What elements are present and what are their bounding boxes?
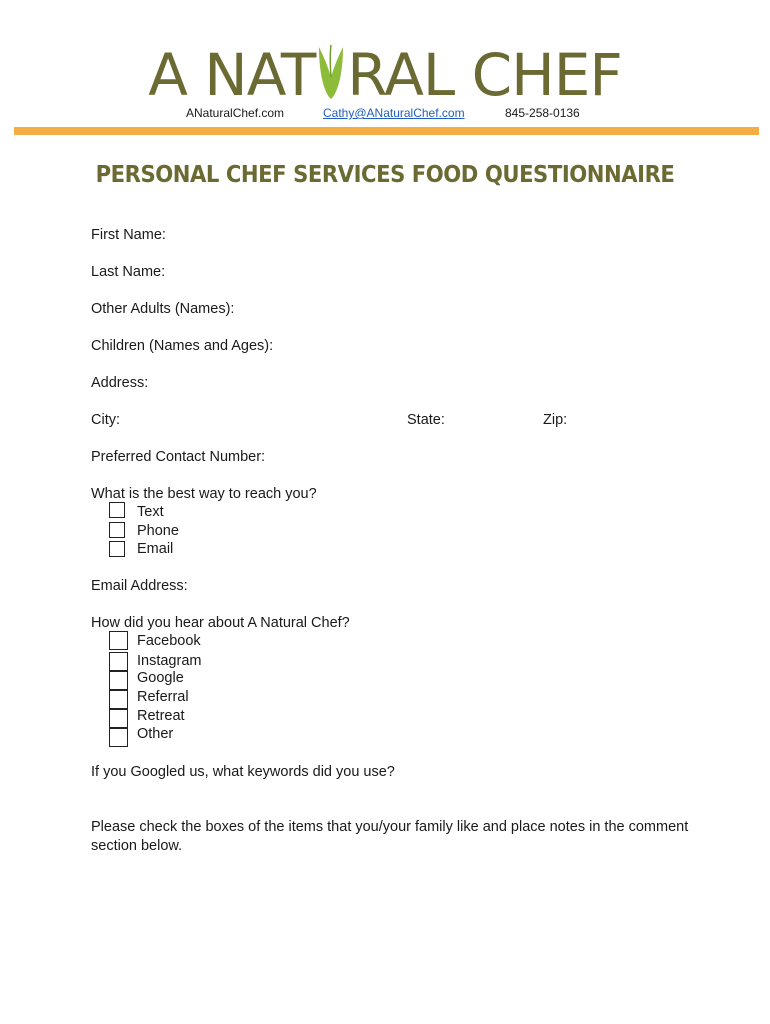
hear-checkbox-google[interactable] <box>109 671 128 690</box>
logo-text-left: A NAT <box>148 41 316 109</box>
hear-checkbox-facebook[interactable] <box>109 631 128 650</box>
reach-option-label: Email <box>137 541 174 557</box>
instructions-text: Please check the boxes of the items that you/your family like and place notes in the comment section below. <box>91 819 689 854</box>
reach-checkbox-text[interactable] <box>109 502 125 518</box>
brand-logo <box>0 41 770 109</box>
hear-option-label: Other <box>137 726 174 742</box>
children-field[interactable]: Children (Names and Ages): <box>91 338 274 354</box>
email-address-field[interactable]: Email Address: <box>91 578 188 594</box>
hear-checkbox-retreat[interactable] <box>109 709 128 728</box>
keywords-question[interactable]: If you Googled us, what keywords did you use? <box>91 764 395 780</box>
hear-option-label: Referral <box>137 689 189 705</box>
reach-option-label: Phone <box>137 523 179 539</box>
website-text: ANaturalChef.com <box>186 106 285 120</box>
other-adults-field[interactable]: Other Adults (Names): <box>91 301 235 317</box>
address-field[interactable]: Address: <box>91 375 149 391</box>
hear-option-label: Google <box>137 670 184 686</box>
page-title: PERSONAL CHEF SERVICES FOOD QUESTIONNAIRE <box>95 162 675 188</box>
hear-option-label: Facebook <box>137 633 201 649</box>
last-name-field[interactable]: Last Name: <box>91 264 166 280</box>
hear-checkbox-instagram[interactable] <box>109 652 128 671</box>
logo-text-right: RAL CHEF <box>347 41 622 109</box>
reach-checkbox-phone[interactable] <box>109 522 125 538</box>
hear-question: How did you hear about A Natural Chef? <box>91 615 350 631</box>
email-link[interactable]: Cathy@ANaturalChef.com <box>323 106 465 120</box>
zip-field[interactable]: Zip: <box>543 412 568 428</box>
hear-checkbox-other[interactable] <box>109 728 128 747</box>
leaf-icon <box>316 49 346 101</box>
reach-question: What is the best way to reach you? <box>91 486 317 502</box>
hear-option-label: Instagram <box>137 653 202 669</box>
header-divider <box>14 127 759 135</box>
hear-option-label: Retreat <box>137 708 185 724</box>
city-field[interactable]: City: <box>91 412 120 428</box>
reach-option-label: Text <box>137 504 164 520</box>
state-field[interactable]: State: <box>407 412 445 428</box>
phone-text: 845-258-0136 <box>505 106 580 120</box>
reach-checkbox-email[interactable] <box>109 541 125 557</box>
hear-checkbox-referral[interactable] <box>109 690 128 709</box>
first-name-field[interactable]: First Name: <box>91 227 166 243</box>
contact-number-field[interactable]: Preferred Contact Number: <box>91 449 266 465</box>
